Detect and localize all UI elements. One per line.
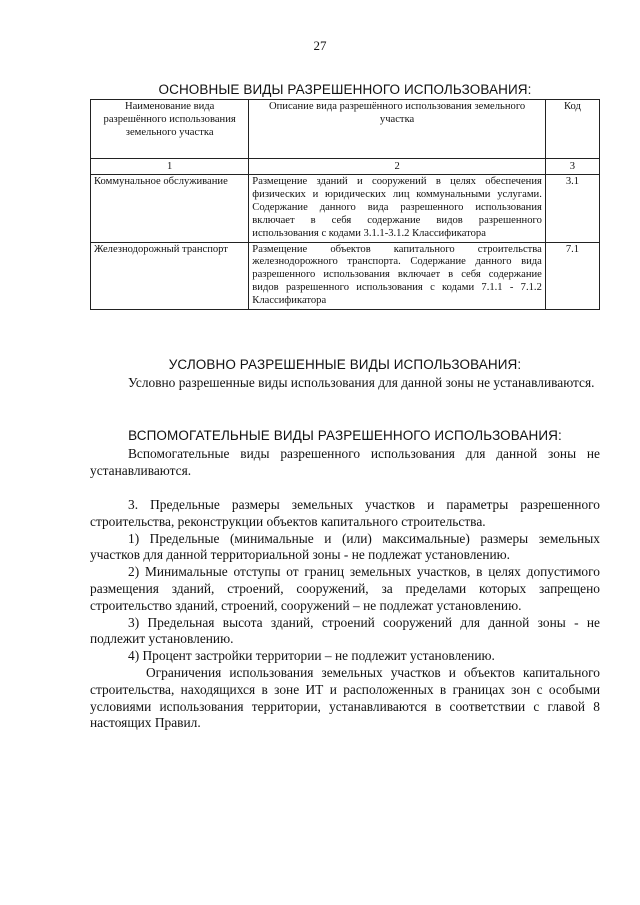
column-number: 1 xyxy=(91,159,249,175)
limits-section xyxy=(90,497,600,732)
use-name: Железнодорожный транспорт xyxy=(91,242,249,310)
limit-item: 3) Предельная высота зданий, строений сооружений для данной зоны - не подлежит установлению. xyxy=(90,614,600,647)
use-code: 7.1 xyxy=(545,242,599,310)
page-number: 27 xyxy=(313,38,327,53)
table-header-row xyxy=(91,100,600,159)
table-row xyxy=(91,175,600,243)
table-row xyxy=(91,242,600,310)
limits-intro: 3. Предельные размеры земельных участков и параметры разрешенного строительства, реконструкции объектов капитального строительства. xyxy=(90,497,600,529)
main-uses-heading: ОСНОВНЫЕ ВИДЫ РАЗРЕШЕННОГО ИСПОЛЬЗОВАНИЯ: xyxy=(158,82,532,97)
auxiliary-uses-heading: ВСПОМОГАТЕЛЬНЫЕ ВИДЫ РАЗРЕШЕННОГО ИСПОЛЬЗОВАНИЯ: xyxy=(128,428,562,443)
permitted-uses-table xyxy=(90,99,600,310)
column-number: 3 xyxy=(545,159,599,175)
restrictions-text: Ограничения использования земельных участков и объектов капитального строительства, находящихся в зоне ИТ и расположенных в границах зон с особыми условиями использования территории, устанавливаются в соответствии с главой 8 настоящих Правил. xyxy=(90,664,600,731)
limit-item: 4) Процент застройки территории – не подлежит установлению. xyxy=(128,648,495,664)
use-name: Коммунальное обслуживание xyxy=(91,175,249,243)
use-description: Размещение объектов капитального строительства железнодорожного транспорта. Содержание данного вида разрешенного использования включает в себя содержание видов разрешенного использования с кодами 7.1.1 - 7.1.2 Классификатора xyxy=(249,242,546,310)
limit-item: 2) Минимальные отступы от границ земельных участков, в целях допустимого размещения зданий, строений, сооружений, за пределами которых запрещено строительство зданий, строений, сооружений – не подлежат установлению. xyxy=(90,564,600,613)
header-code: Код xyxy=(545,100,599,159)
column-number: 2 xyxy=(249,159,546,175)
conditional-uses-text: Условно разрешенные виды использования для данной зоны не устанавливаются. xyxy=(128,375,595,390)
limit-item: 1) Предельные (минимальные и (или) максимальные) размеры земельных участков для данной территориальной зоны - не подлежат установлению. xyxy=(90,530,600,563)
header-name: Наименование вида разрешённого использования земельного участка xyxy=(91,100,249,159)
header-description: Описание вида разрешённого использования земельного участка xyxy=(249,100,546,159)
use-code: 3.1 xyxy=(545,175,599,243)
column-numbers-row xyxy=(91,159,600,175)
conditional-uses-heading: УСЛОВНО РАЗРЕШЕННЫЕ ВИДЫ ИСПОЛЬЗОВАНИЯ: xyxy=(168,357,522,372)
use-description: Размещение зданий и сооружений в целях обеспечения физических и юридических лиц коммунальными услугами. Содержание данного вида разрешенного использования включает в себя содержание видов разрешенного использования с кодами 3.1.1-3.1.2 Классификатора xyxy=(249,175,546,243)
auxiliary-uses-text: Вспомогательные виды разрешенного использования для данной зоны не устанавливаются. xyxy=(90,446,600,478)
